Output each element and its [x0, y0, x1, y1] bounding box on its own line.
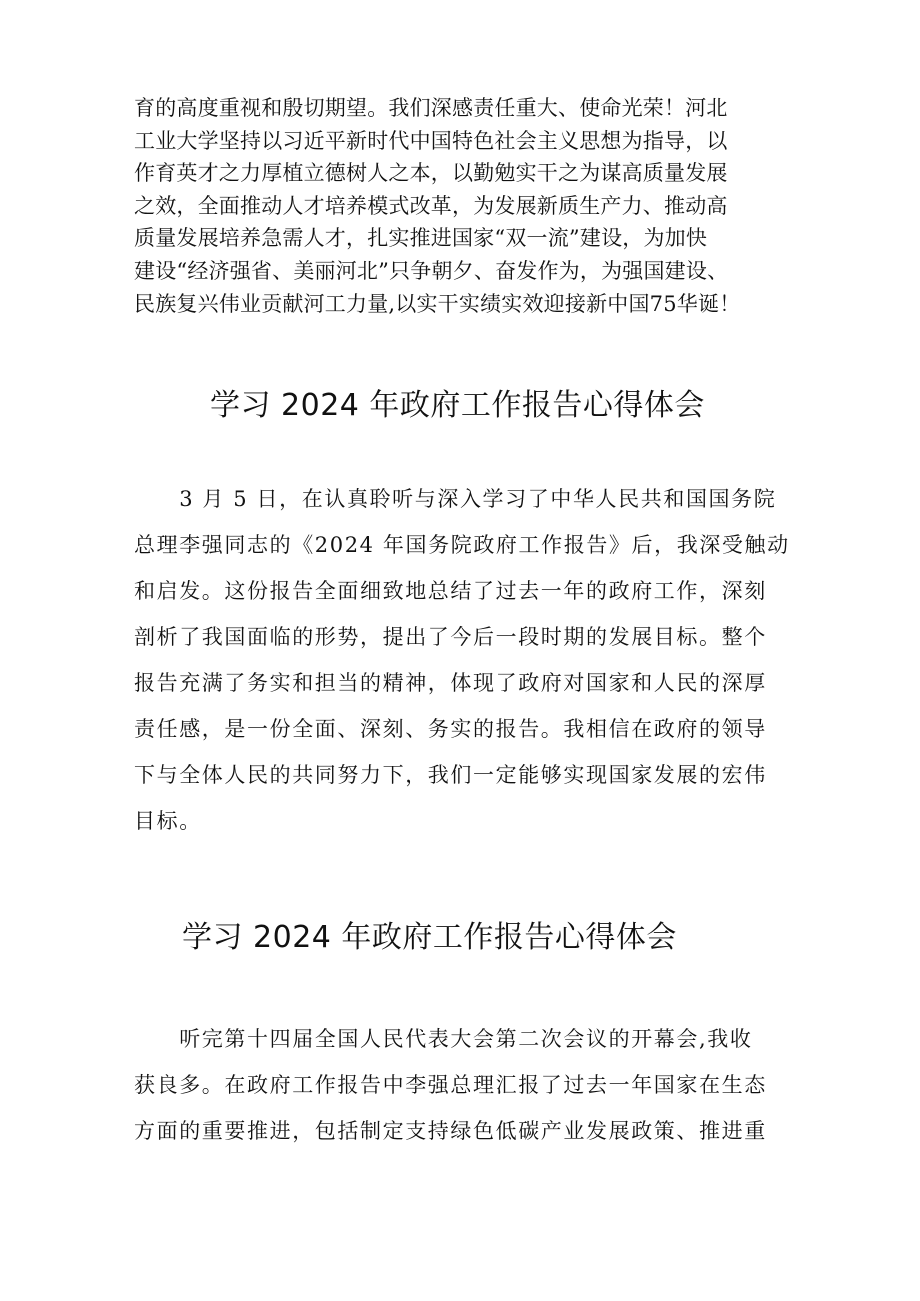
paragraph-line: 育的高度重视和殷切期望。我们深感责任重大、使命光荣！河北	[134, 96, 728, 120]
section-2-paragraph	[134, 1016, 814, 1154]
paragraph-line: 建设“经济强省、美丽河北”只争朝夕、奋发作为，为强国建设、	[134, 258, 729, 283]
paragraph-line: 目标。	[134, 809, 202, 833]
section-2-title: 学习 2024 年政府工作报告心得体会	[182, 920, 677, 955]
paragraph-line: 民族复兴伟业贡献河工力量,以实干实绩实效迎接新中国75华诞！	[134, 291, 741, 316]
paragraph-line: 获良多。在政府工作报告中李强总理汇报了过去一年国家在生态	[134, 1073, 767, 1097]
paragraph-line: 和启发。这份报告全面细致地总结了过去一年的政府工作，深刻	[134, 579, 767, 603]
paragraph-line: 责任感，是一份全面、深刻、务实的报告。我相信在政府的领导	[134, 717, 767, 741]
paragraph-line: 听完第十四届全国人民代表大会第二次会议的开幕会,我收	[134, 1027, 753, 1051]
paragraph-line: 工业大学坚持以习近平新时代中国特色社会主义思想为指导，以	[134, 128, 728, 153]
paragraph-line: 3 月 5 日，在认真聆听与深入学习了中华人民共和国国务院	[134, 487, 777, 511]
paragraph-line: 剖析了我国面临的形势，提出了今后一段时期的发展目标。整个	[134, 625, 767, 649]
paragraph-line: 下与全体人民的共同努力下，我们一定能够实现国家发展的宏伟	[134, 763, 767, 787]
section-1-title: 学习 2024 年政府工作报告心得体会	[210, 388, 705, 423]
paragraph-line: 报告充满了务实和担当的精神，体现了政府对国家和人民的深厚	[134, 671, 767, 695]
paragraph-line: 之效，全面推动人才培养模式改革，为发展新质生产力、推动高	[134, 193, 728, 218]
paragraph-line: 作育英才之力厚植立德树人之本，以勤勉实干之为谋高质量发展	[134, 161, 728, 186]
section-1-paragraph	[134, 476, 814, 844]
paragraph-line: 方面的重要推进，包括制定支持绿色低碳产业发展政策、推进重	[134, 1119, 767, 1143]
continuation-paragraph	[134, 92, 814, 320]
paragraph-line: 质量发展培养急需人才，扎实推进国家“双一流”建设，为加快	[134, 226, 708, 251]
paragraph-line: 总理李强同志的《2024 年国务院政府工作报告》后，我深受触动	[134, 533, 790, 557]
